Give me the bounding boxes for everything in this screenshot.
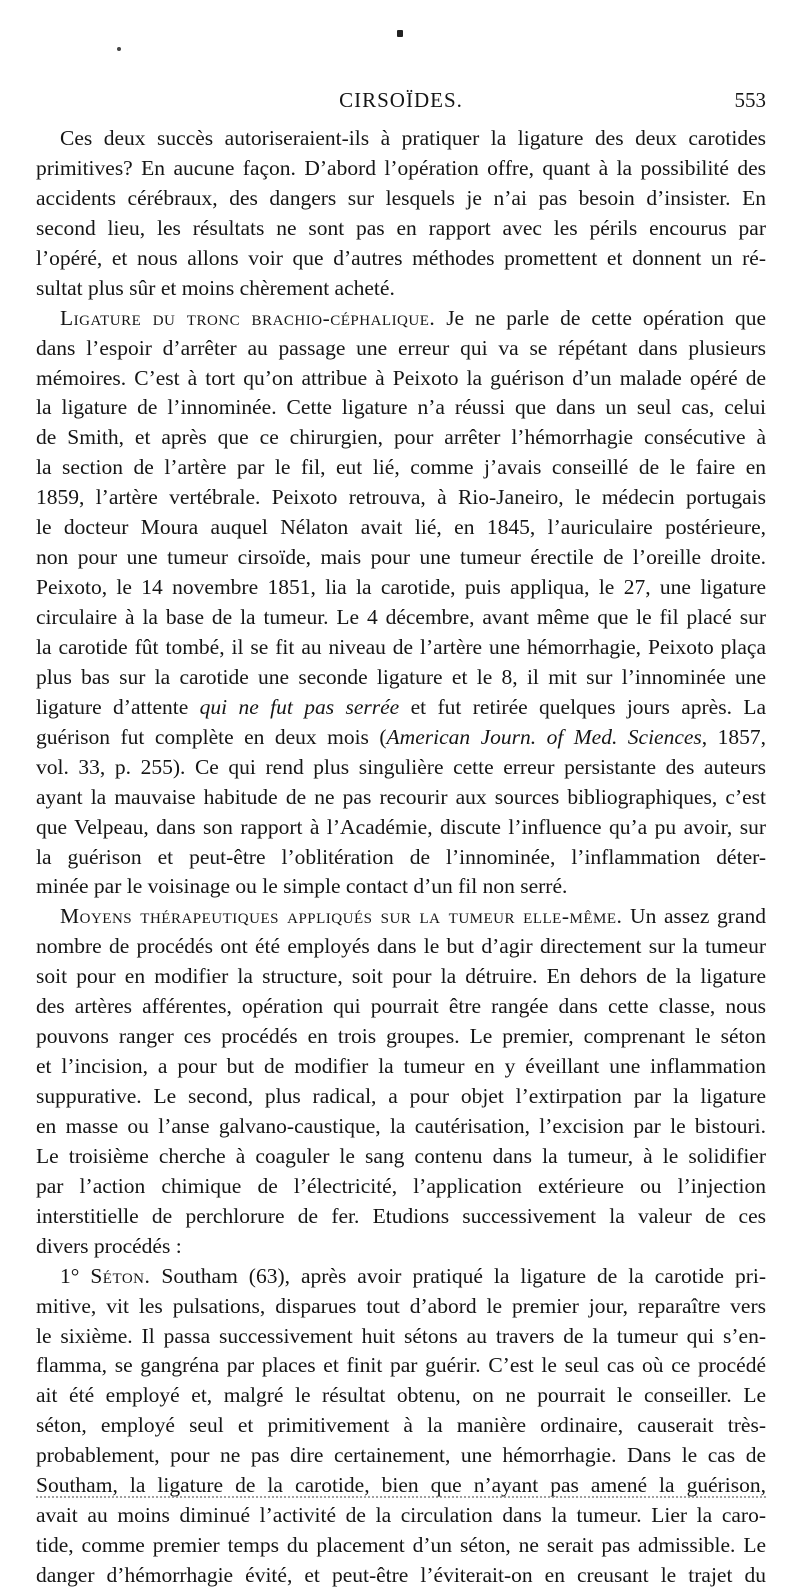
text-segment: non pour une tumeur cirsoïde, mais pour une tumeur érectile de l’oreille droite.	[36, 545, 766, 570]
text-line	[36, 1082, 766, 1112]
text-line	[36, 1202, 766, 1232]
text-line	[36, 1501, 766, 1531]
text-line	[36, 843, 766, 873]
text-segment: probablement, pour ne pas dire certainement, une hémorrhagie. Dans le cas de	[36, 1443, 766, 1468]
text-segment: circulaire à la base de la tumeur. Le 4 décembre, avant même que le fil placé sur	[36, 605, 766, 629]
text-line	[36, 1351, 766, 1381]
text-line	[36, 1262, 766, 1292]
text-line	[36, 693, 766, 723]
text-line	[36, 154, 766, 184]
text-line	[36, 663, 766, 693]
text-segment: séton, employé seul et primitivement à la manière ordinaire, causerait très-	[36, 1413, 766, 1438]
text-segment: le docteur Moura auquel Nélaton avait lié, en 1845, l’auriculaire postérieure,	[36, 515, 766, 540]
text-segment: vol. 33, p. 255). Ce qui rend plus singulière cette erreur persistante des auteurs	[36, 754, 766, 779]
text-segment: Southam, la ligature de la carotide, bien que n’ayant pas amené la guérison,	[36, 1473, 766, 1498]
text-segment: nombre de procédés ont été employés dans le but d’agir directement sur la tumeur	[36, 934, 766, 959]
text-line	[36, 483, 766, 513]
text-line	[36, 1322, 766, 1352]
text-segment: la carotide fût tombé, il se fit au niveau de l’artère une hémorrhagie, Peixoto plaça	[36, 634, 766, 659]
text-line	[36, 603, 766, 633]
text-segment: Le troisième cherche à coaguler le sang contenu dans la tumeur, à le solidifier	[36, 1143, 766, 1168]
text-segment: second lieu, les résultats ne sont pas en rapport avec les périls encourus par	[36, 215, 766, 240]
text-segment: mémoires. C’est à tort qu’on attribue à Peixoto la guérison d’un malade opéré de	[36, 365, 766, 390]
text-segment: interstitielle de perchlorure de fer. Etudions successivement la valeur de ces	[36, 1203, 766, 1228]
text-line	[36, 364, 766, 394]
text-segment: que Velpeau, dans son rapport à l’Académie, discute l’influence qu’a pu avoir, sur	[36, 814, 766, 839]
bottom-rule	[36, 1496, 766, 1498]
text-line	[36, 633, 766, 663]
text-segment: minée par le voisinage ou le simple contact d’un fil non serré.	[36, 874, 568, 899]
print-mark	[397, 30, 403, 37]
text-segment: en masse ou l’anse galvano-caustique, la cautérisation, l’excision par le bistouri.	[36, 1113, 766, 1138]
page-header	[36, 88, 766, 114]
text-line	[36, 274, 766, 304]
text-segment: tide, comme premier temps du placement d’un séton, ne serait pas admissible. Le	[36, 1533, 766, 1558]
lead-segment: Moyens thérapeutiques appliqués sur la tumeur elle-même.	[60, 904, 623, 929]
text-segment: primitives? En aucune façon. D’abord l’opération offre, quant à la possibilité des	[36, 155, 766, 180]
text-segment: des artères afférentes, opération qui pourrait être rangée dans cette classe, nous	[36, 994, 766, 1019]
text-line	[36, 902, 766, 932]
running-title: CIRSOÏDES.	[339, 88, 463, 112]
text-line	[36, 872, 766, 902]
text-line	[36, 513, 766, 543]
print-speck	[117, 47, 121, 51]
text-segment: par l’action chimique de l’électricité, l’application extérieure ou l’injection	[36, 1173, 766, 1198]
text-segment: ait été employé et, malgré le résultat obtenu, on ne pourrait le conseiller. Le	[36, 1383, 766, 1408]
text-segment: plus bas sur la carotide une seconde ligature et le 8, il mit sur l’innominée une	[36, 664, 766, 689]
text-segment: la section de l’artère par le fil, eut lié, comme j’avais conseillé de le faire en	[36, 455, 766, 480]
tail-segment: et fut retirée quelques jours après. La	[399, 694, 767, 719]
text-line	[36, 244, 766, 274]
text-segment: Un assez grand	[622, 904, 766, 929]
text-segment: Southam (63), après avoir pratiqué la ligature de la carotide pri-	[150, 1263, 766, 1288]
text-line	[36, 573, 766, 603]
text-line	[36, 214, 766, 244]
text-segment: de Smith, et après que ce chirurgien, pour arrêter l’hémorrhagie consécutive à	[36, 425, 766, 450]
text-line	[36, 932, 766, 962]
text-line	[36, 1381, 766, 1411]
text-segment: avait au moins diminué l’activité de la circulation dans la tumeur. Lier la caro-	[36, 1503, 766, 1528]
text-line	[36, 753, 766, 783]
text-segment: Peixoto, le 14 novembre 1851, lia la carotide, puis appliqua, le 27, une ligature	[36, 575, 766, 600]
text-segment: suppurative. Le second, plus radical, a pour objet l’extirpation par la ligature	[36, 1084, 766, 1108]
text-segment: dans l’espoir d’arrêter au passage une erreur qui va se répétant dans plusieurs	[36, 335, 766, 360]
text-segment: ayant la mauvaise habitude de ne pas recourir aux sources bibliographiques, c’est	[36, 784, 766, 809]
text-line	[36, 813, 766, 843]
text-line	[36, 1411, 766, 1441]
lead-segment: Séton.	[90, 1263, 151, 1288]
text-line	[36, 1052, 766, 1082]
text-segment: la ligature de l’innominée. Cette ligature n’a réussi que dans un seul cas, celui	[36, 395, 766, 420]
page-number: 553	[734, 88, 766, 112]
text-line	[36, 334, 766, 364]
text-line	[36, 1441, 766, 1471]
lead-segment: Ligature du tronc brachio-céphalique.	[60, 305, 436, 330]
text-segment: pouvons ranger ces procédés en trois groupes. Le premier, comprenant le séton	[36, 1024, 766, 1049]
text-line	[36, 1112, 766, 1142]
body-text	[36, 124, 766, 1591]
text-segment: et l’incision, a pour but de modifier la tumeur en y éveillant une inflammation	[36, 1054, 766, 1079]
text-line	[36, 783, 766, 813]
text-line	[36, 393, 766, 423]
text-segment: le sixième. Il passa successivement huit sétons au travers de la tumeur qui s’en-	[36, 1323, 766, 1348]
text-line	[36, 1172, 766, 1202]
text-line	[36, 723, 766, 753]
text-segment: divers procédés :	[36, 1233, 182, 1258]
text-line	[36, 543, 766, 573]
italic-segment: American Journ. of Med. Sciences	[386, 724, 702, 749]
text-line	[36, 304, 766, 334]
num-segment: 1°	[60, 1263, 91, 1288]
text-segment: soit pour en modifier la structure, soit pour la détruire. En dehors de la ligature	[36, 964, 766, 989]
text-segment: ligature d’attente	[36, 694, 200, 719]
text-line	[36, 124, 766, 154]
text-segment: flamma, se gangréna par places et finit par guérir. C’est le seul cas où ce procédé	[36, 1353, 766, 1378]
text-segment: l’opéré, et nous allons voir que d’autres méthodes promettent et donnent un ré-	[36, 245, 766, 270]
text-segment: danger d’hémorrhagie évité, et peut-être l’éviterait-on en creusant le trajet du	[36, 1563, 766, 1587]
text-segment: sultat plus sûr et moins chèrement acheté.	[36, 275, 395, 300]
text-line	[36, 423, 766, 453]
text-line	[36, 962, 766, 992]
text-segment: la guérison et peut-être l’oblitération de l’innominée, l’inflammation déter-	[36, 844, 766, 869]
text-segment: Je ne parle de cette opération que	[435, 305, 766, 330]
tail-segment: , 1857,	[701, 724, 767, 749]
text-line	[36, 453, 766, 483]
text-line	[36, 1232, 766, 1262]
text-line	[36, 1531, 766, 1561]
text-line	[36, 992, 766, 1022]
text-segment: Ces deux succès autoriseraient-ils à pratiquer la ligature des deux carotides	[60, 126, 766, 150]
italic-segment: qui ne fut pas serrée	[199, 694, 400, 719]
text-line	[36, 1022, 766, 1052]
text-segment: mitive, vit les pulsations, disparues tout d’abord le premier jour, reparaître vers	[36, 1293, 766, 1318]
text-line	[36, 1142, 766, 1172]
text-segment: guérison fut complète en deux mois (	[36, 724, 387, 749]
text-line	[36, 1561, 766, 1591]
text-segment: 1859, l’artère vertébrale. Peixoto retrouva, à Rio-Janeiro, le médecin portugais	[36, 485, 766, 510]
text-segment: accidents cérébraux, des dangers sur lesquels je n’ai pas besoin d’insister. En	[36, 185, 766, 210]
text-line	[36, 1292, 766, 1322]
text-line	[36, 184, 766, 214]
